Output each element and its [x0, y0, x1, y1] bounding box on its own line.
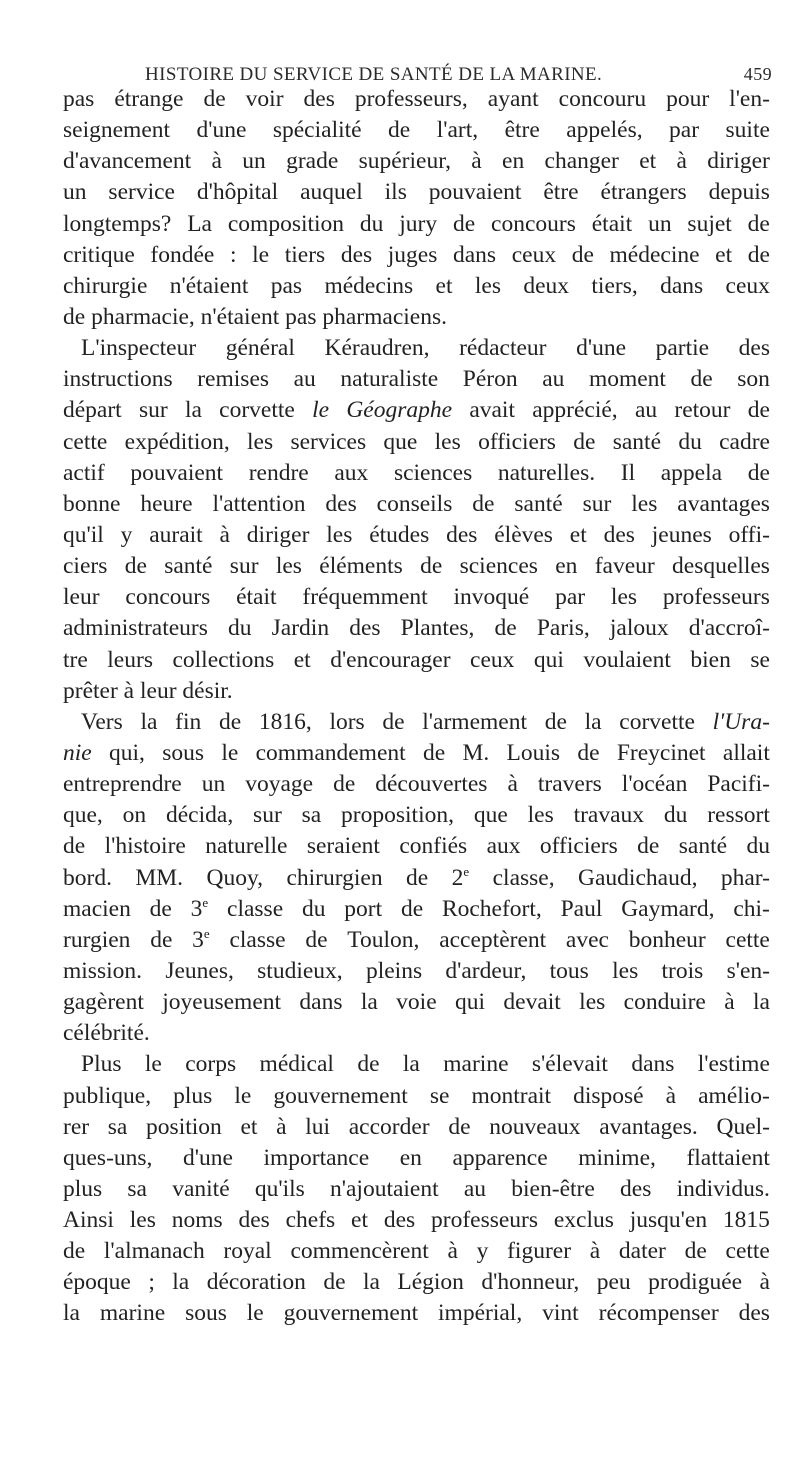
text-line: longtemps? La composition du jury de concours était un sujet de [63, 210, 770, 237]
text-line: de l'almanach royal commencèrent à y figurer à dater de cette [63, 1238, 770, 1265]
text-line: départ sur la corvette le Géographe avait apprécié, au retour de [63, 397, 770, 424]
text-line: instructions remises au naturaliste Péron au moment de son [63, 366, 770, 393]
text-line: tre leurs collections et d'encourager ceux qui voulaient bien se [63, 646, 770, 673]
text-line: publique, plus le gouvernement se montrait disposé à amélio- [63, 1082, 770, 1109]
text-line: critique fondée : le tiers des juges dans ceux de médecine et de [63, 241, 770, 268]
text-line: qu'il y aurait à diriger les études des élèves et des jeunes offi- [63, 521, 770, 548]
text-line: un service d'hôpital auquel ils pouvaient être étrangers depuis [63, 179, 770, 206]
text-line: bord. MM. Quoy, chirurgien de 2e classe, Gaudichaud, phar- [63, 863, 770, 891]
text-line: seignement d'une spécialité de l'art, être appelés, par suite [63, 117, 770, 144]
text-line: Ainsi les noms des chefs et des professeurs exclus jusqu'en 1815 [63, 1207, 770, 1234]
text-line: prêter à leur désir. [63, 677, 233, 704]
text-line: célébrité. [63, 1020, 150, 1047]
text-line: rer sa position et à lui accorder de nouveaux avantages. Quel- [63, 1113, 770, 1140]
text-line: nie qui, sous le commandement de M. Louis de Freycinet allait [63, 739, 770, 766]
text-line: Vers la fin de 1816, lors de l'armement de la corvette l'Ura- [81, 708, 770, 735]
text-line: pas étrange de voir des professeurs, ayant concouru pour l'en- [63, 86, 770, 112]
text-line: L'inspecteur général Kéraudren, rédacteur d'une partie des [81, 335, 770, 362]
body-text [63, 84, 770, 1330]
text-line: de pharmacie, n'étaient pas pharmaciens. [63, 303, 448, 330]
text-line: rurgien de 3e classe de Toulon, acceptèrent avec bonheur cette [63, 925, 770, 953]
text-line: bonne heure l'attention des conseils de santé sur les avantages [63, 490, 770, 517]
text-line: la marine sous le gouvernement impérial, vint récompenser des [63, 1300, 770, 1327]
text-line: macien de 3e classe du port de Rochefort, Paul Gaymard, chi- [63, 894, 770, 922]
text-line: entreprendre un voyage de découvertes à travers l'océan Pacifi- [63, 771, 770, 798]
text-line: plus sa vanité qu'ils n'ajoutaient au bien-être des individus. [63, 1175, 770, 1202]
text-line: actif pouvaient rendre aux sciences naturelles. Il appela de [63, 459, 770, 486]
text-line: époque ; la décoration de la Légion d'honneur, peu prodiguée à [63, 1269, 770, 1296]
text-line: ciers de santé sur les éléments de sciences en faveur desquelles [63, 553, 770, 580]
text-line: d'avancement à un grade supérieur, à en changer et à diriger [63, 148, 770, 175]
text-line: ques-uns, d'une importance en apparence minime, flattaient [63, 1144, 770, 1171]
text-line: de l'histoire naturelle seraient confiés aux officiers de santé du [63, 833, 770, 860]
running-header [145, 64, 772, 86]
text-line: cette expédition, les services que les officiers de santé du cadre [63, 428, 770, 455]
text-line: gagèrent joyeusement dans la voie qui devait les conduire à la [63, 989, 770, 1016]
text-line: Plus le corps médical de la marine s'élevait dans l'estime [81, 1051, 770, 1078]
text-line: que, on décida, sur sa proposition, que les travaux du ressort [63, 802, 770, 829]
text-line: administrateurs du Jardin des Plantes, de Paris, jaloux d'accroî- [63, 615, 770, 642]
text-line: leur concours était fréquemment invoqué par les professeurs [63, 584, 770, 611]
text-line: mission. Jeunes, studieux, pleins d'ardeur, tous les trois s'en- [63, 957, 770, 984]
page-number: 459 [743, 64, 772, 84]
running-title: HISTOIRE DU SERVICE DE SANTÉ DE LA MARINE. [145, 64, 603, 85]
text-line: chirurgie n'étaient pas médecins et les deux tiers, dans ceux [63, 272, 770, 299]
